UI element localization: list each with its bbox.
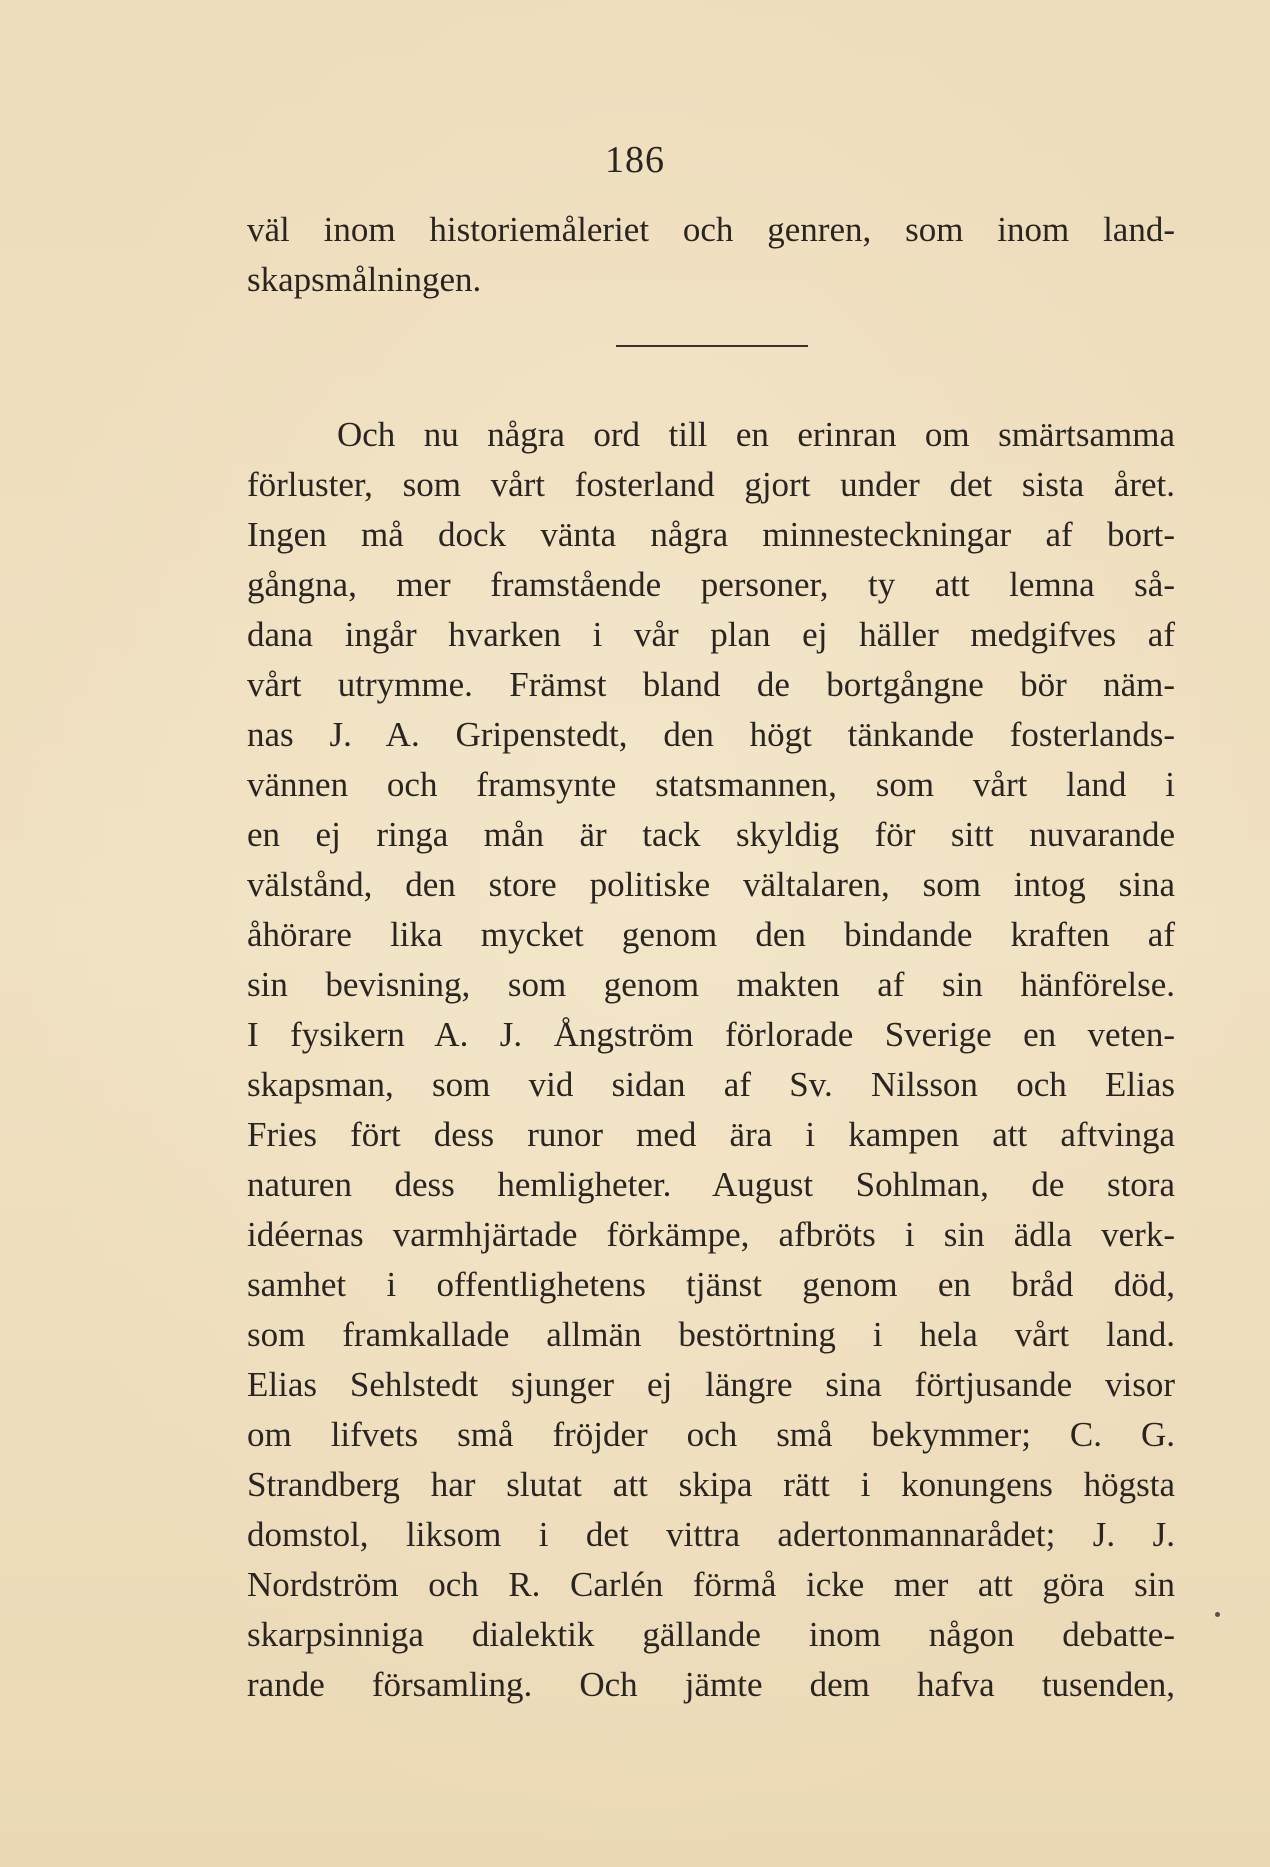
text-line: rande församling. Och jämte dem hafva tusenden, bbox=[247, 1665, 1175, 1704]
text-line: sin bevisning, som genom makten af sin hänförelse. bbox=[247, 965, 1175, 1004]
text-line: skapsman, som vid sidan af Sv. Nilsson och Elias bbox=[247, 1065, 1175, 1104]
text-line: skarpsinniga dialektik gällande inom någon debatte- bbox=[247, 1615, 1175, 1654]
text-line: Ingen må dock vänta några minnesteckningar af bort- bbox=[247, 515, 1175, 554]
text-line: I fysikern A. J. Ångström förlorade Sverige en veten- bbox=[247, 1015, 1175, 1054]
text-line: väl inom historiemåleriet och genren, som inom land- bbox=[247, 210, 1175, 249]
paragraph-continuation bbox=[247, 205, 1175, 305]
text-line: naturen dess hemligheter. August Sohlman, de stora bbox=[247, 1165, 1175, 1204]
paragraph-obituaries bbox=[247, 410, 1175, 1710]
text-line: förluster, som vårt fosterland gjort under det sista året. bbox=[247, 465, 1175, 504]
text-line: Fries fört dess runor med ära i kampen att aftvinga bbox=[247, 1115, 1175, 1154]
text-line: gångna, mer framstående personer, ty att lemna så- bbox=[247, 565, 1175, 604]
text-line: vännen och framsynte statsmannen, som vårt land i bbox=[247, 765, 1175, 804]
text-line: nas J. A. Gripenstedt, den högt tänkande fosterlands- bbox=[247, 715, 1175, 754]
text-line: välstånd, den store politiske vältalaren, som intog sina bbox=[247, 865, 1175, 904]
text-line: Och nu några ord till en erinran om smärtsamma bbox=[337, 415, 1175, 454]
section-divider bbox=[616, 345, 808, 347]
page-number: 186 bbox=[605, 139, 665, 181]
text-line: Elias Sehlstedt sjunger ej längre sina förtjusande visor bbox=[247, 1365, 1175, 1404]
text-line: Nordström och R. Carlén förmå icke mer att göra sin bbox=[247, 1565, 1175, 1604]
text-line: om lifvets små fröjder och små bekymmer; C. G. bbox=[247, 1415, 1175, 1454]
text-line: samhet i offentlighetens tjänst genom en bråd död, bbox=[247, 1265, 1175, 1304]
text-line: skapsmålningen. bbox=[247, 260, 482, 299]
text-line: en ej ringa mån är tack skyldig för sitt nuvarande bbox=[247, 815, 1175, 854]
paper-speck bbox=[1215, 1612, 1220, 1617]
text-line: åhörare lika mycket genom den bindande kraften af bbox=[247, 915, 1175, 954]
text-line: domstol, liksom i det vittra adertonmannarådet; J. J. bbox=[247, 1515, 1175, 1554]
text-line: dana ingår hvarken i vår plan ej häller medgifves af bbox=[247, 615, 1175, 654]
text-line: vårt utrymme. Främst bland de bortgångne bör näm- bbox=[247, 665, 1175, 704]
text-line: som framkallade allmän bestörtning i hela vårt land. bbox=[247, 1315, 1175, 1354]
text-line: idéernas varmhjärtade förkämpe, afbröts i sin ädla verk- bbox=[247, 1215, 1175, 1254]
text-line: Strandberg har slutat att skipa rätt i konungens högsta bbox=[247, 1465, 1175, 1504]
